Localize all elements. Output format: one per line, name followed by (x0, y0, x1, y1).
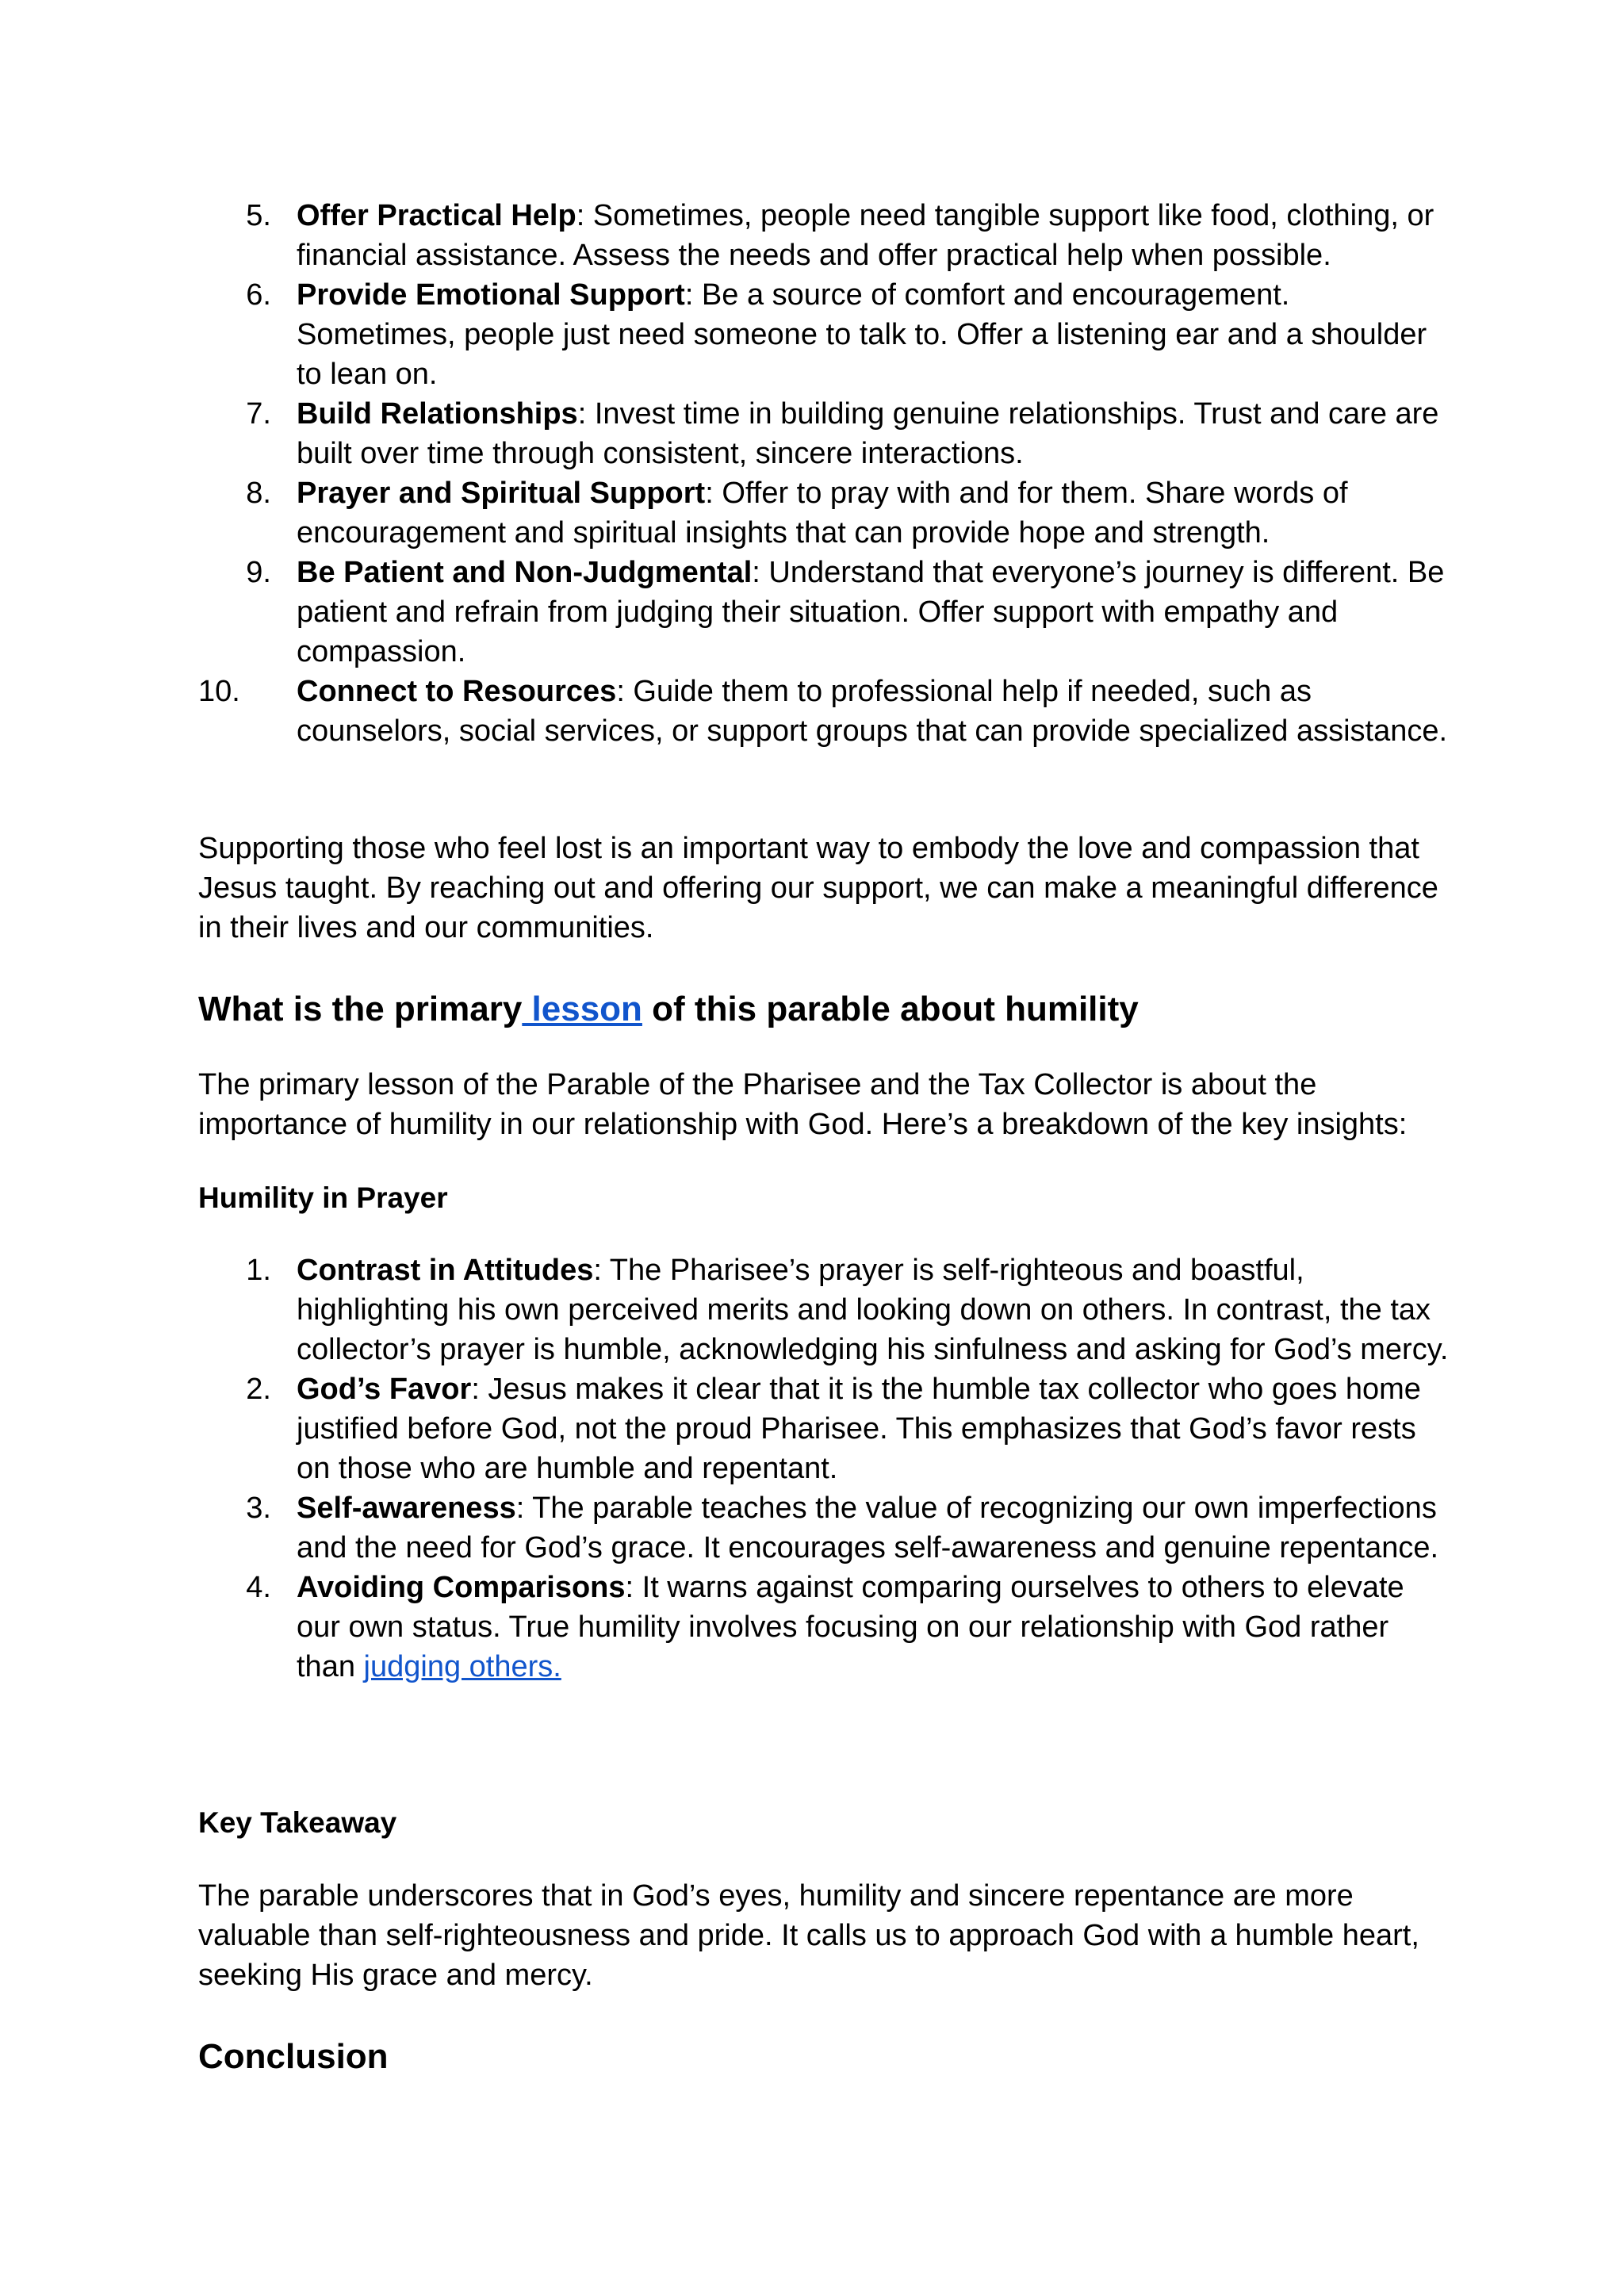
list-item-title: Avoiding Comparisons (297, 1571, 626, 1604)
list-item-title: Connect to Resources (297, 675, 617, 708)
conclusion-heading: Conclusion (198, 2037, 389, 2076)
list-item-text: : Sometimes, people need tangible support like food, clothing, or financial assistance. Assess the needs and offer practical help when possible. (297, 199, 1434, 272)
list-number: 7. (246, 397, 271, 431)
list-number: 9. (246, 556, 271, 589)
list-item-title: Prayer and Spiritual Support (297, 477, 706, 510)
support-list (198, 196, 1451, 751)
list-item-title: Be Patient and Non-Judgmental (297, 556, 753, 589)
list-item (198, 1250, 1451, 1369)
list-item-text: : Offer to pray with and for them. Share words of encouragement and spiritual insights that can provide hope and strength. (297, 477, 1348, 550)
list-item (198, 394, 1451, 473)
summary-paragraph: Supporting those who feel lost is an important way to embody the love and compassion that Jesus taught. By reaching out and offering our support, we can make a meaningful difference in their lives and our communities. (198, 832, 1438, 944)
list-item-text: : Jesus makes it clear that it is the humble tax collector who goes home justified before God, not the proud Pharisee. This emphasizes that God’s favor rests on those who are humble and repentant. (297, 1373, 1421, 1485)
list-item (198, 1369, 1451, 1488)
list-number: 4. (246, 1571, 271, 1604)
intro-paragraph: The primary lesson of the Parable of the Pharisee and the Tax Collector is about the importance of humility in our relationship with God. Here’s a breakdown of the key insights: (198, 1068, 1408, 1141)
judging-others-link[interactable]: judging others. (363, 1650, 561, 1683)
list-item-title: Offer Practical Help (297, 199, 576, 232)
list-item-title: Self-awareness (297, 1492, 516, 1525)
list-item (198, 672, 1451, 751)
list-item-text: : Understand that everyone’s journey is different. Be patient and refrain from judging their situation. Offer support with empathy and compassion. (297, 556, 1445, 668)
subheading-humility-in-prayer: Humility in Prayer (198, 1181, 448, 1214)
list-item-text: : The Pharisee’s prayer is self-righteous and boastful, highlighting his own perceived merits and looking down on others. In contrast, the tax collector’s prayer is humble, acknowledging his sinfulness and asking for God’s mercy. (297, 1254, 1449, 1366)
subheading-key-takeaway: Key Takeaway (198, 1806, 397, 1839)
list-item-text: : The parable teaches the value of recognizing our own imperfections and the need for God’s grace. It encourages self-awareness and genuine repentance. (297, 1492, 1439, 1564)
section-heading-text-end: of this parable about humility (642, 990, 1139, 1028)
list-item-text: : Guide them to professional help if needed, such as counselors, social services, or support groups that can provide specialized assistance. (297, 675, 1448, 748)
list-item (198, 553, 1451, 672)
list-item (198, 473, 1451, 553)
list-number: 2. (246, 1373, 271, 1406)
list-number: 5. (246, 199, 271, 232)
list-item (198, 1568, 1451, 1687)
list-item-text: : It warns against comparing ourselves to others to elevate our own status. True humility involves focusing on our relationship with God rather than (297, 1571, 1404, 1683)
humility-list (198, 1250, 1451, 1687)
takeaway-paragraph: The parable underscores that in God’s eyes, humility and sincere repentance are more valuable than self-righteousness and pride. It calls us to approach God with a humble heart, seeking His grace and mercy. (198, 1879, 1419, 1992)
list-item-text: : Invest time in building genuine relationships. Trust and care are built over time through consistent, sincere interactions. (297, 397, 1439, 470)
list-item-text: : Be a source of comfort and encouragement. Sometimes, people just need someone to talk to. Offer a listening ear and a shoulder to lean on. (297, 278, 1427, 391)
list-number: 8. (246, 477, 271, 510)
list-item-title: God’s Favor (297, 1373, 472, 1406)
list-item-title: Build Relationships (297, 397, 578, 431)
list-item-title: Provide Emotional Support (297, 278, 685, 312)
section-heading-text: What is the primary (198, 990, 523, 1028)
list-item-title: Contrast in Attitudes (297, 1254, 594, 1287)
list-item (198, 196, 1451, 275)
section-heading (198, 987, 1451, 1032)
list-item (198, 1488, 1451, 1568)
list-number: 3. (246, 1492, 271, 1525)
list-number: 1. (246, 1254, 271, 1287)
list-number: 10. (198, 675, 240, 708)
list-number: 6. (246, 278, 271, 312)
list-item (198, 275, 1451, 394)
lesson-link[interactable]: lesson (522, 990, 642, 1028)
